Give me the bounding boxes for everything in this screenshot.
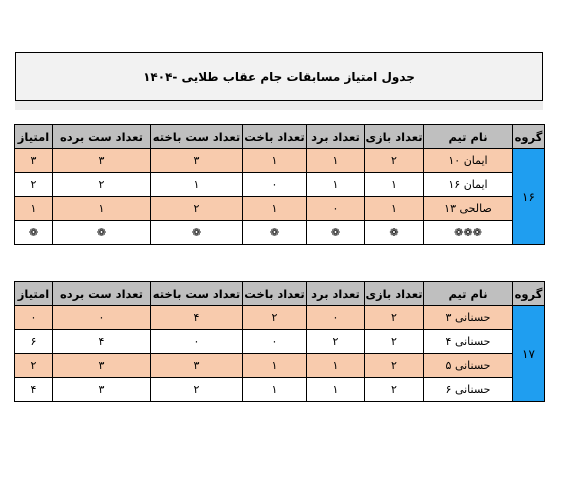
losses-cell: ۱ [243, 197, 307, 221]
group-number-cell: ۱۷ [513, 306, 545, 402]
points-cell: ❁ [15, 221, 53, 245]
played-cell: ۱ [365, 197, 424, 221]
header-row [15, 125, 545, 149]
header-sets-won: تعداد ست برده [53, 125, 151, 149]
header-wins: تعداد برد [307, 282, 365, 306]
team-name-cell: ایمان ۱۰ [424, 149, 513, 173]
group-number-cell: ۱۶ [513, 149, 545, 245]
header-sets-lost: تعداد ست باخته [151, 125, 243, 149]
sets-lost-cell: ۰ [151, 330, 243, 354]
wins-cell: ۱ [307, 354, 365, 378]
losses-cell: ۱ [243, 378, 307, 402]
sets-won-cell: ۳ [53, 354, 151, 378]
losses-cell: ❁ [243, 221, 307, 245]
played-cell: ۲ [365, 149, 424, 173]
wins-cell: ۱ [307, 173, 365, 197]
points-cell: ۴ [15, 378, 53, 402]
team-name-cell: ایمان ۱۶ [424, 173, 513, 197]
losses-cell: ۱ [243, 354, 307, 378]
wins-cell: ۱ [307, 378, 365, 402]
played-cell: ۲ [365, 354, 424, 378]
played-cell: ۲ [365, 306, 424, 330]
played-cell: ۲ [365, 330, 424, 354]
header-played: تعداد بازی [365, 125, 424, 149]
sets-won-cell: ۲ [53, 173, 151, 197]
sets-lost-cell: ۱ [151, 173, 243, 197]
wins-cell: ۱ [307, 149, 365, 173]
sets-won-cell: ۰ [53, 306, 151, 330]
header-group: گروه [513, 282, 545, 306]
sets-won-cell: ۳ [53, 378, 151, 402]
sets-lost-cell: ۳ [151, 149, 243, 173]
header-sets-lost: تعداد ست باخته [151, 282, 243, 306]
table-row [15, 330, 545, 354]
table-row [15, 354, 545, 378]
header-played: تعداد بازی [365, 282, 424, 306]
wins-cell: ۰ [307, 197, 365, 221]
table-row [15, 378, 545, 402]
team-name-cell: حسنانی ۶ [424, 378, 513, 402]
title-divider [15, 101, 543, 110]
table-row [15, 149, 545, 173]
header-losses: تعداد باخت [243, 282, 307, 306]
team-name-cell: حسنانی ۳ [424, 306, 513, 330]
standings-table-group-16 [14, 124, 545, 245]
header-wins: تعداد برد [307, 125, 365, 149]
points-cell: ۳ [15, 149, 53, 173]
sets-lost-cell: ❁ [151, 221, 243, 245]
sets-lost-cell: ۳ [151, 354, 243, 378]
wins-cell: ❁ [307, 221, 365, 245]
played-cell: ۱ [365, 173, 424, 197]
sets-lost-cell: ۲ [151, 197, 243, 221]
header-row [15, 282, 545, 306]
team-name-cell: حسنانی ۴ [424, 330, 513, 354]
table-row [15, 197, 545, 221]
table-row [15, 306, 545, 330]
sets-won-cell: ❁ [53, 221, 151, 245]
team-name-cell: حسنانی ۵ [424, 354, 513, 378]
wins-cell: ۰ [307, 306, 365, 330]
header-team: نام تیم [424, 125, 513, 149]
losses-cell: ۰ [243, 173, 307, 197]
losses-cell: ۱ [243, 149, 307, 173]
sets-won-cell: ۱ [53, 197, 151, 221]
points-cell: ۲ [15, 354, 53, 378]
points-cell: ۰ [15, 306, 53, 330]
header-team: نام تیم [424, 282, 513, 306]
header-points: امتیاز [15, 125, 53, 149]
title-text: جدول امتیاز مسابقات جام عقاب طلایی -۱۴۰۴ [143, 69, 415, 84]
sets-lost-cell: ۲ [151, 378, 243, 402]
points-cell: ۶ [15, 330, 53, 354]
losses-cell: ۲ [243, 306, 307, 330]
losses-cell: ۰ [243, 330, 307, 354]
sets-won-cell: ۴ [53, 330, 151, 354]
points-cell: ۲ [15, 173, 53, 197]
sets-lost-cell: ۴ [151, 306, 243, 330]
standings-table-group-17 [14, 281, 545, 402]
header-group: گروه [513, 125, 545, 149]
header-sets-won: تعداد ست برده [53, 282, 151, 306]
header-points: امتیاز [15, 282, 53, 306]
table-row [15, 173, 545, 197]
played-cell: ❁ [365, 221, 424, 245]
header-losses: تعداد باخت [243, 125, 307, 149]
team-name-cell: صالحی ۱۳ [424, 197, 513, 221]
page-title [15, 52, 543, 101]
points-cell: ۱ [15, 197, 53, 221]
table-row [15, 221, 545, 245]
team-name-cell: ❁❁❁ [424, 221, 513, 245]
sets-won-cell: ۳ [53, 149, 151, 173]
wins-cell: ۲ [307, 330, 365, 354]
played-cell: ۲ [365, 378, 424, 402]
